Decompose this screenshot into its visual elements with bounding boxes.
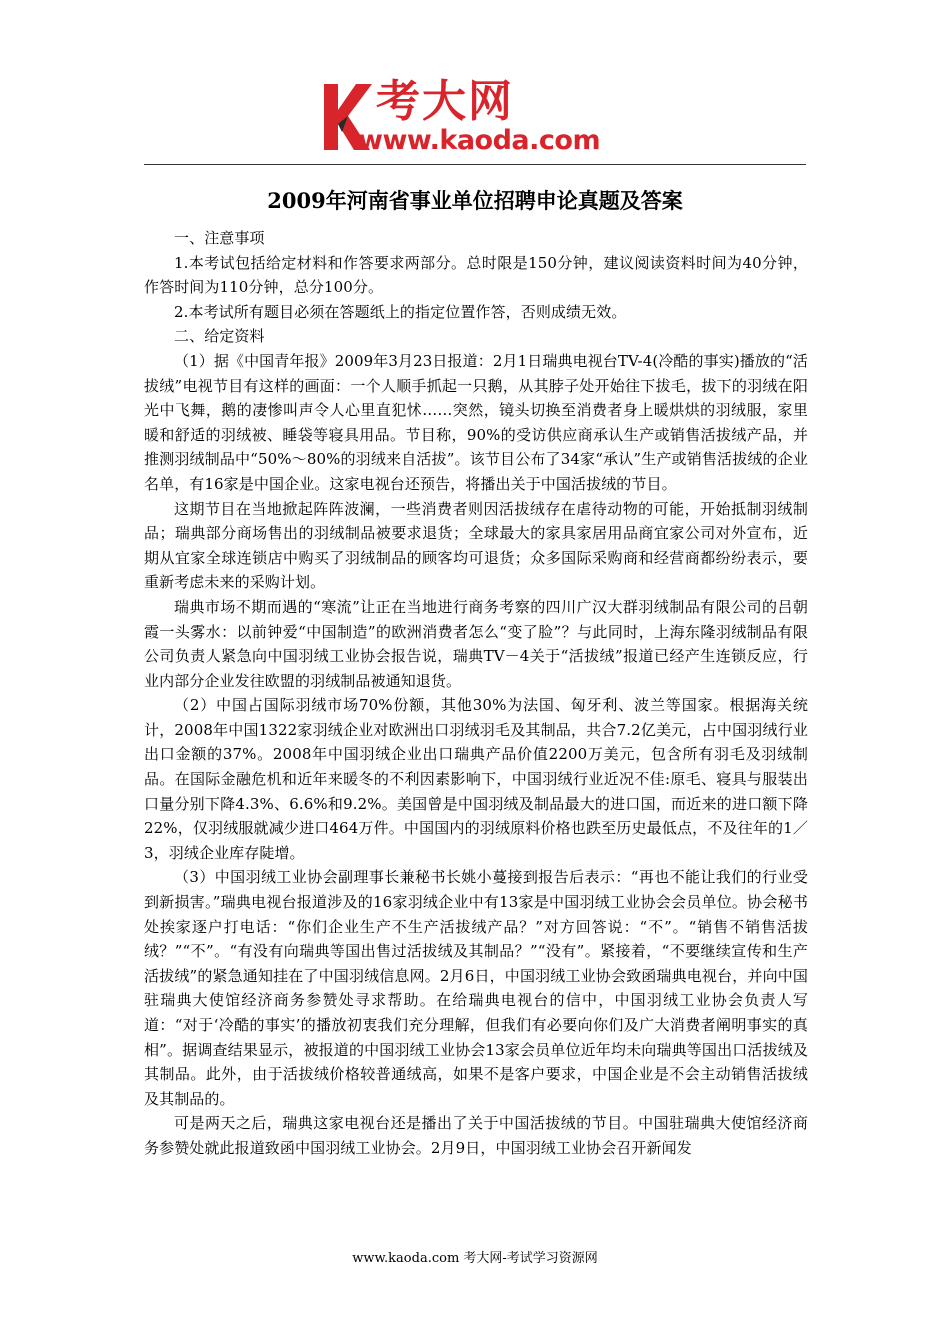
site-logo <box>318 78 638 160</box>
paragraph: 瑞典市场不期而遇的“寒流”让正在当地进行商务考察的四川广汉大群羽绒制品有限公司的吕朝霞一头雾水：以前钟爱“中国制造”的欧洲消费者怎么“变了脸”？与此同时，上海东隆羽绒制品有限公司负责人紧急向中国羽绒工业协会报告说，瑞典TV－4关于“活拔绒”报道已经产生连锁反应，行业内部分企业发往欧盟的羽绒制品被通知退货。 <box>144 597 808 690</box>
section-heading: 一、注意事项 <box>174 229 265 247</box>
paragraph: 2.本考试所有题目必须在答题纸上的指定位置作答，否则成绩无效。 <box>174 302 627 321</box>
section-heading: 二、给定资料 <box>174 327 265 346</box>
paragraph: （3）中国羽绒工业协会副理事长兼秘书长姚小蔓接到报告后表示：“再也不能让我们的行业受到新损害。”瑞典电视台报道涉及的16家羽绒企业中有13家是中国羽绒工业协会会员单位。协会秘书处挨家逐户打电话：“你们企业生产不生产活拔绒产品？”对方回答说：“不”。“销售不销售活拔绒？”“不”。“有没有向瑞典等国出售过活拔绒及其制品？”“没有”。紧接着，“不要继续宣传和生产活拔绒”的紧急通知挂在了中国羽绒信息网。2月6日，中国羽绒工业协会致函瑞典电视台，并向中国驻瑞典大使馆经济商务参赞处寻求帮助。在给瑞典电视台的信中，中国羽绒工业协会负责人写道：“对于‘冷酷的事实’的播放初衷我们充分理解，但我们有必要向你们及广大消费者阐明事实的真相”。据调查结果显示，被报道的中国羽绒工业协会13家会员单位近年均未向瑞典等国出口活拔绒及其制品。此外，由于活拔绒价格较普通绒高，如果不是客户要求，中国企业是不会主动销售活拔绒及其制品的。 <box>144 868 808 1108</box>
document-title: 2009年河南省事业单位招聘申论真题及答案 <box>267 188 683 213</box>
header-divider <box>144 164 806 165</box>
paragraph: （1）据《中国青年报》2009年3月23日报道：2月1日瑞典电视台TV-4(冷酷的事实)播放的“活拔绒”电视节目有这样的画面：一个人顺手抓起一只鹅，从其脖子处开始往下拔毛，拔下的羽绒在阳光中飞舞，鹅的凄惨叫声令人心里直犯怵……突然，镜头切换至消费者身上暖烘烘的羽绒服，家里暖和舒适的羽绒被、睡袋等寝具用品。节目称，90%的受访供应商承认生产或销售活拔绒产品，并推测羽绒制品中“50%～80%的羽绒来自活拔”。该节目公布了34家“承认”生产或销售活拔绒的企业名单，有16家是中国企业。这家电视台还预告，将播出关于中国活拔绒的节目。 <box>144 351 808 493</box>
document-body <box>144 226 808 1161</box>
logo-url: www.kaoda.com <box>358 125 601 156</box>
paragraph: （2）中国占国际羽绒市场70%份额，其他30%为法国、匈牙利、波兰等国家。根据海关统计，2008年中国1322家羽绒企业对欧洲出口羽绒羽毛及其制品，共合7.2亿美元，占中国羽绒行业出口金额的37%。2008年中国羽绒企业出口瑞典产品价值2200万美元，包含所有羽毛及羽绒制品。在国际金融危机和近年来暖冬的不利因素影响下，中国羽绒行业近况不佳:原毛、寝具与服装出口量分别下降4.3%、6.6%和9.2%。美国曾是中国羽绒及制品最大的进口国，而近来的进口额下降22%，仅羽绒服就减少进口464万件。中国国内的羽绒原料价格也跌至历史最低点，不及往年的1／3，羽绒企业库存陡增。 <box>144 696 808 862</box>
paragraph: 1.本考试包括给定材料和作答要求两部分。总时限是150分钟，建议阅读资料时间为40分钟，作答时间为110分钟，总分100分。 <box>144 253 808 297</box>
logo-title: 考大网 <box>376 76 514 127</box>
page-footer: www.kaoda.com 考大网-考试学习资源网 <box>352 1251 598 1266</box>
paragraph: 可是两天之后，瑞典这家电视台还是播出了关于中国活拔绒的节目。中国驻瑞典大使馆经济商务参赞处就此报道致函中国羽绒工业协会。2月9日，中国羽绒工业协会召开新闻发 <box>144 1114 808 1157</box>
paragraph: 这期节目在当地掀起阵阵波澜，一些消费者则因活拔绒存在虐待动物的可能，开始抵制羽绒制品；瑞典部分商场售出的羽绒制品被要求退货；全球最大的家具家居用品商宜家公司对外宣布，近期从宜家全球连锁店中购买了羽绒制品的顾客均可退货；众多国际采购商和经营商都纷纷表示，要重新考虑未来的采购计划。 <box>144 499 808 592</box>
